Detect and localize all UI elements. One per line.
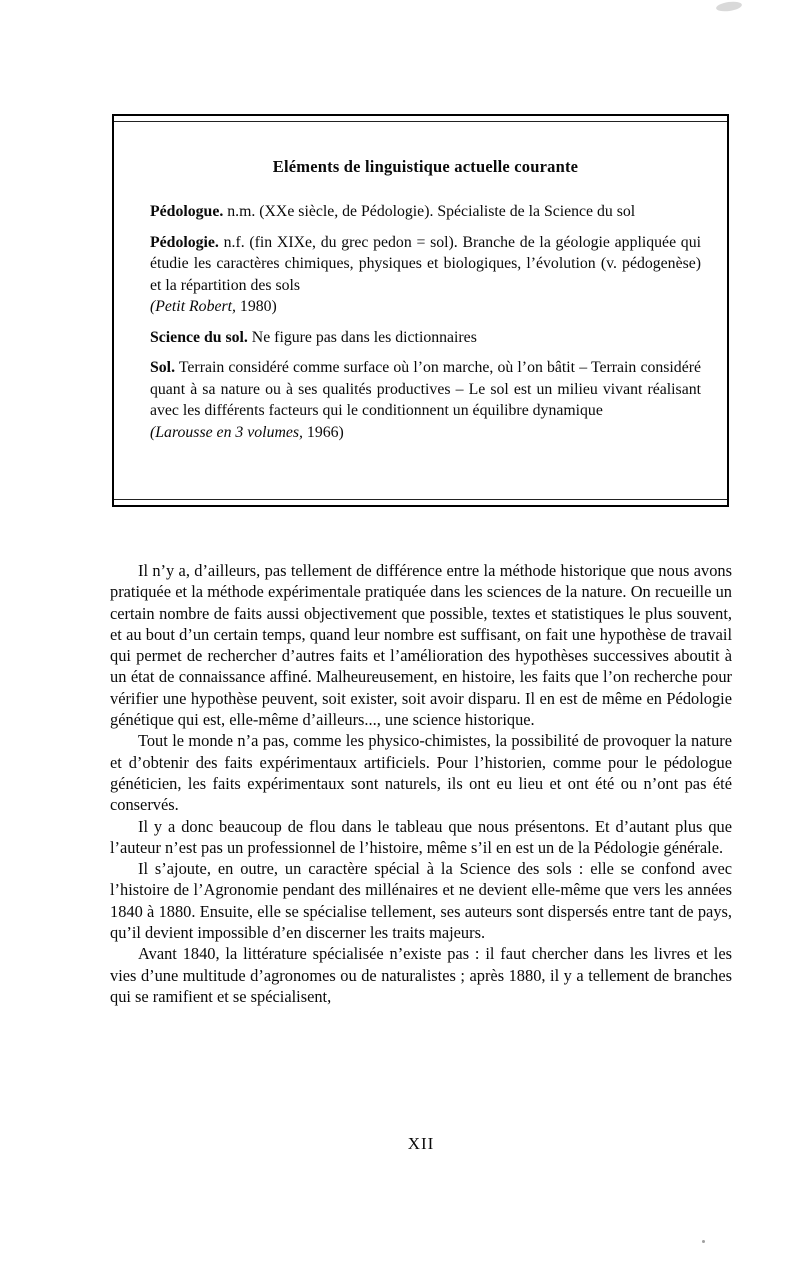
entry-text: Terrain considéré comme surface où l’on marche, où l’on bâtit – Terrain considéré quant à sa nature ou à ses qualités productives – Le sol est un milieu vivant réalisant avec les différents facteurs qui le conditionnent un équilibre dynamique: [150, 359, 701, 419]
entry-term: Science du sol.: [150, 328, 248, 346]
entry-term: Pédologue.: [150, 203, 224, 220]
definition-entry-pedologue: [150, 201, 701, 223]
definition-box: [112, 114, 729, 507]
page-number: XII: [407, 1134, 435, 1153]
definition-entry-sol: [150, 357, 701, 443]
entry-citation: [150, 296, 701, 318]
page-body: [110, 560, 732, 1007]
paragraph-2: Tout le monde n’a pas, comme les physico-chimistes, la possibilité de provoquer la nature et d’obtenir des faits expérimentaux artificiels. Pour l’historien, comme pour le pédologue généticien, les faits expérimentaux sont naturels, ils ont eu lieu et ont été ou n’ont pas été conservés.: [110, 731, 732, 815]
entry-text: Ne figure pas dans les dictionnaires: [247, 328, 477, 346]
scan-artifact: [716, 0, 743, 13]
entry-text: n.f. (fin XIXe, du grec pedon = sol). Branche de la géologie appliquée qui étudie les caractères chimiques, physiques et biologiques, l’évolution (v. pédogenèse) et la répartition des sols: [150, 233, 701, 294]
paragraph-5: Avant 1840, la littérature spécialisée n’existe pas : il faut chercher dans les livres et les vies d’une multitude d’agronomes ou de naturalistes ; après 1880, il y a tellement de branches qui se ramifient et se spécialisent,: [110, 944, 732, 1006]
citation-year: 1966): [302, 423, 344, 441]
entry-citation: [150, 422, 701, 444]
paragraph-1: Il n’y a, d’ailleurs, pas tellement de différence entre la méthode historique que nous avons pratiquée et la méthode expérimentale pratiquée dans les sciences de la nature. On recueille un certain nombre de faits aussi objectivement que possible, textes et statistiques le plus souvent, et au bout d’un certain temps, quand leur nombre est suffisant, on fait une hypothèse de travail qui permet de rechercher d’autres faits et l’amélioration des hypothèses successives aboutit à un état de connaissance affiné. Malheureusement, en histoire, les faits que l’on recherche pour vérifier une hypothèse peuvent, soit exister, soit avoir disparu. Il en est de même en Pédologie génétique qui est, elle-même d’ailleurs..., une science historique.: [110, 561, 732, 730]
definition-entry-pedologie: [150, 232, 701, 318]
paragraph-4: Il s’ajoute, en outre, un caractère spécial à la Science des sols : elle se confond avec l’histoire de l’Agronomie pendant des millénaires et ne devient elle-même que vers les années 1840 à 1880. Ensuite, elle se spécialise tellement, ses auteurs sont dispersés entre tant de pays, qu’il devient impossible d’en discerner les traits majeurs.: [110, 859, 732, 943]
paragraph-3: Il y a donc beaucoup de flou dans le tableau que nous présentons. Et d’autant plus que l’auteur n’est pas un professionnel de l’histoire, même s’il en est un de la Pédologie générale.: [110, 816, 732, 857]
entry-term: Pédologie.: [150, 233, 219, 251]
citation-year: 1980): [235, 298, 277, 315]
definition-box-title: Eléments de linguistique actuelle courante: [272, 157, 579, 176]
citation-source: (Petit Robert,: [150, 298, 236, 315]
definition-entry-science-du-sol: [150, 327, 701, 349]
citation-source: (Larousse en 3 volumes,: [150, 423, 303, 441]
scan-dot-artifact: [702, 1240, 705, 1243]
entry-text: n.m. (XXe siècle, de Pédologie). Spécialiste de la Science du sol: [223, 203, 636, 220]
entry-term: Sol.: [150, 359, 176, 376]
